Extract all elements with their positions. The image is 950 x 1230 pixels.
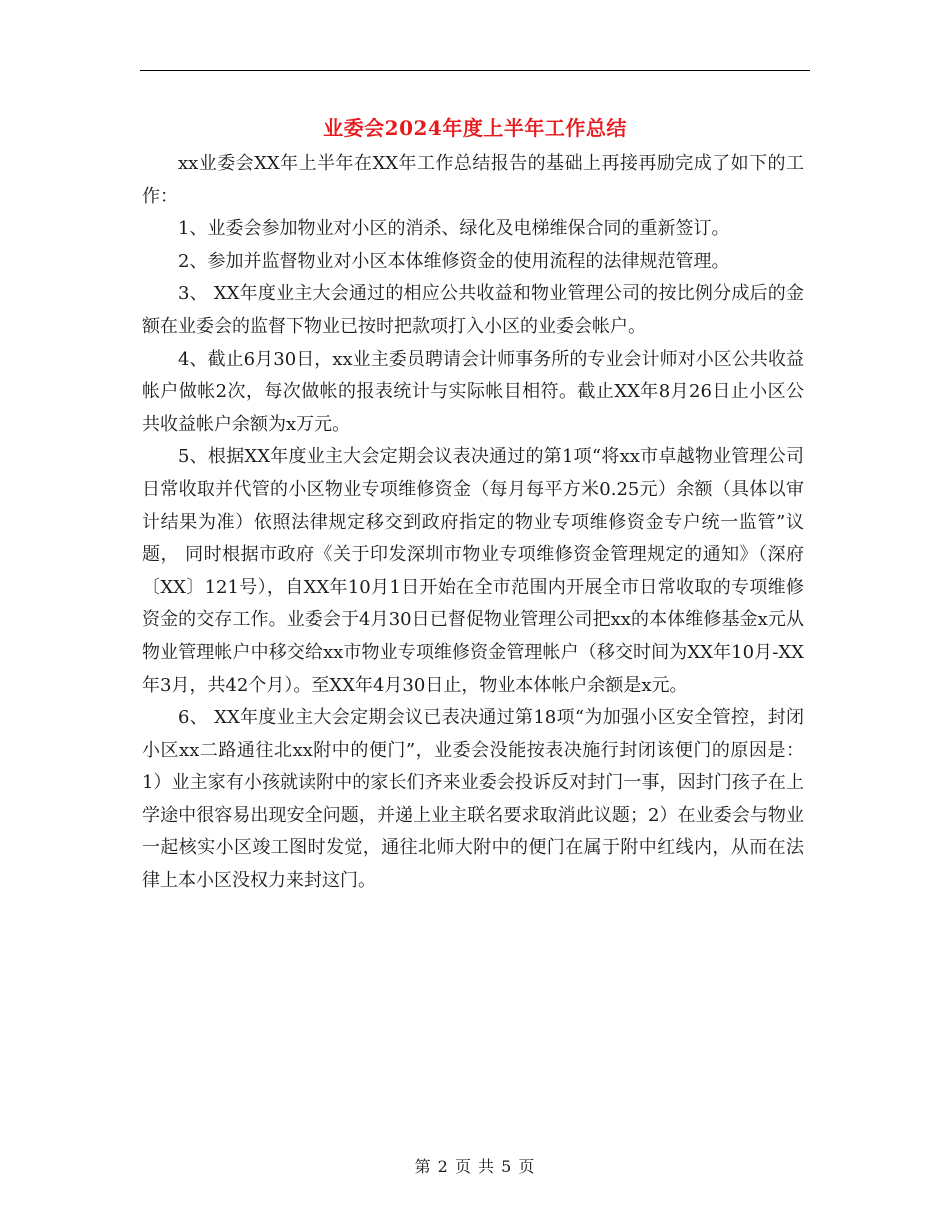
item-2-paragraph: 2、参加并监督物业对小区本体维修资金的使用流程的法律规范管理。 <box>178 250 730 272</box>
intro-paragraph: xx业委会XX年上半年在XX年工作总结报告的基础上再接再励完成了如下的工作： <box>142 153 804 207</box>
item-4-paragraph: 4、截止6月30日，xx业主委员聘请会计师事务所的专业会计师对小区公共收益帐户做帐2次，每次做帐的报表统计与实际帐目相符。截止XX年8月26日止小区公共收益帐户余额为x万元。 <box>142 348 804 435</box>
page-number-footer: 第 2 页 共 5 页 <box>414 1157 536 1176</box>
document-body <box>142 148 804 898</box>
item-3-paragraph: 3、 XX年度业主大会通过的相应公共收益和物业管理公司的按比例分成后的金额在业委会的监督下物业已按时把款项打入小区的业委会帐户。 <box>142 283 804 337</box>
item-1-paragraph: 1、业委会参加物业对小区的消杀、绿化及电梯维保合同的重新签订。 <box>178 218 730 240</box>
document-title: 业委会2024年度上半年工作总结 <box>323 116 627 140</box>
item-6-paragraph: 6、 XX年度业主大会定期会议已表决通过第18项“为加强小区安全管控，封闭小区xx二路通往北xx附中的便门”，业委会没能按表决施行封闭该便门的原因是：1）业主家有小孩就读附中的家长们齐来业委会投诉反对封门一事，因封门孩子在上学途中很容易出现安全问题，并递上业主联名要求取消此议题；2）在业委会与物业一起核实小区竣工图时发觉，通往北师大附中的便门在属于附中红线内，从而在法律上本小区没权力来封这门。 <box>142 707 804 892</box>
item-5-paragraph: 5、根据XX年度业主大会定期会议表决通过的第1项“将xx市卓越物业管理公司日常收取并代管的小区物业专项维修资金（每月每平方米0.25元）余额（具体以审计结果为准）依照法律规定移交到政府指定的物业专项维修资金专户统一监管”议题， 同时根据市政府《关于印发深圳市物业专项维修资金管理规定的通知》（深府〔XX〕121号），自XX年10月1日开始在全市范围内开展全市日常收取的专项维修资金的交存工作。业委会于4月30日已督促物业管理公司把xx的本体维修基金x元从物业管理帐户中移交给xx市物业专项维修资金管理帐户（移交时间为XX年10月-XX年3月，共42个月）。至XX年4月30日止，物业本体帐户余额是x元。 <box>142 446 804 696</box>
header-rule <box>140 70 810 71</box>
